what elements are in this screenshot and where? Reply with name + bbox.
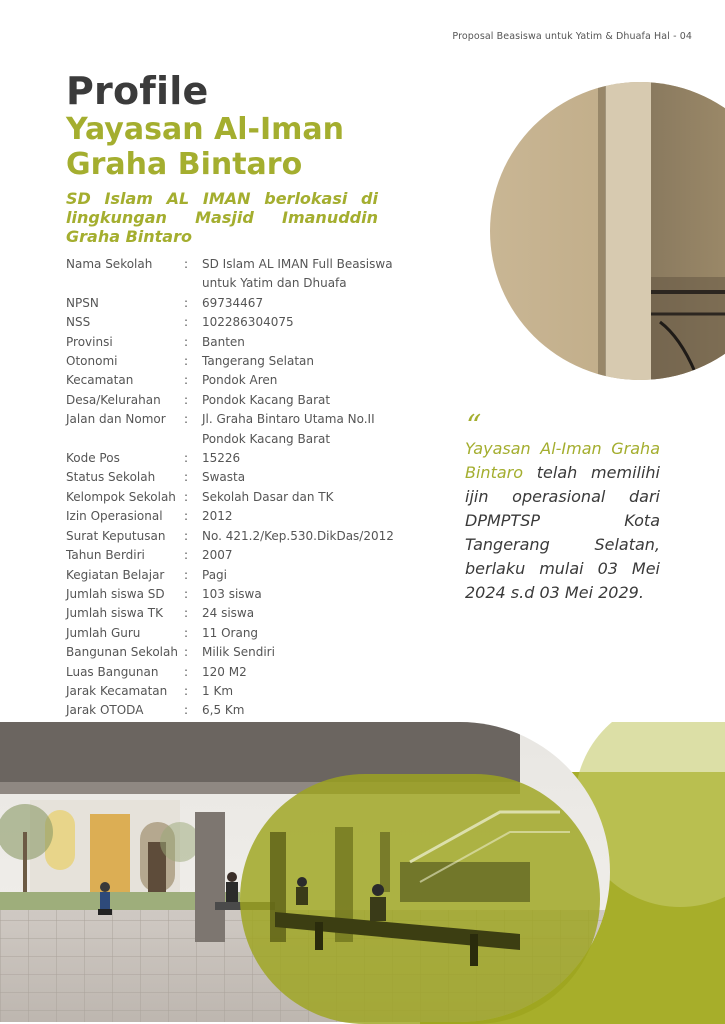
profile-separator: : — [184, 703, 189, 718]
profile-row — [66, 255, 411, 294]
title-foundation-line2: Graha Bintaro — [66, 147, 303, 182]
profile-label: Kode Pos — [66, 451, 120, 466]
profile-value-line: Jl. Graha Bintaro Utama No.II — [202, 412, 375, 427]
header-note: Proposal Beasiswa untuk Yatim & Dhuafa Hal - 04 — [452, 31, 692, 42]
profile-separator: : — [184, 664, 189, 679]
profile-separator: : — [184, 586, 189, 601]
profile-value — [202, 371, 411, 390]
profile-value-line: 103 siswa — [202, 586, 262, 601]
profile-value-line: Sekolah Dasar dan TK — [202, 489, 334, 504]
profile-row — [66, 488, 411, 507]
profile-row — [66, 371, 411, 390]
profile-value — [202, 585, 411, 604]
profile-label: Jalan dan Nomor — [66, 412, 166, 427]
profile-row — [66, 643, 411, 662]
profile-value-line: SD Islam AL IMAN Full Beasiswa — [202, 257, 393, 271]
profile-label: Surat Keputusan — [66, 528, 166, 543]
profile-separator: : — [184, 315, 189, 330]
profile-separator: : — [184, 509, 189, 524]
profile-value-line: No. 421.2/Kep.530.DikDas/2012 — [202, 528, 394, 543]
profile-value — [202, 643, 411, 662]
profile-separator: : — [184, 373, 189, 388]
profile-label: Bangunan Sekolah — [66, 645, 178, 660]
profile-value — [202, 546, 411, 565]
profile-label: Otonomi — [66, 354, 118, 369]
profile-value-line: 102286304075 — [202, 315, 294, 330]
profile-value — [202, 488, 411, 507]
profile-separator: : — [184, 451, 189, 466]
profile-label: Tahun Berdiri — [66, 548, 145, 563]
profile-row — [66, 701, 411, 720]
profile-value-line-2: untuk Yatim dan Dhuafa — [202, 276, 347, 291]
profile-separator: : — [184, 548, 189, 563]
profile-label: Jarak OTODA — [66, 703, 144, 718]
profile-row — [66, 527, 411, 546]
profile-row — [66, 546, 411, 565]
profile-value-line: 1 Km — [202, 683, 234, 698]
profile-value-line: Tangerang Selatan — [202, 354, 314, 369]
profile-label: Izin Operasional — [66, 509, 163, 524]
profile-separator: : — [184, 354, 189, 369]
title-block — [66, 70, 396, 182]
profile-label: Jumlah siswa TK — [66, 606, 163, 621]
profile-value — [202, 333, 411, 352]
profile-row — [66, 333, 411, 352]
profile-label: Kecamatan — [66, 373, 134, 388]
profile-value — [202, 294, 411, 313]
profile-label: Nama Sekolah — [66, 257, 153, 271]
profile-label: Kegiatan Belajar — [66, 567, 165, 582]
profile-row — [66, 624, 411, 643]
profile-value-line-2: Pondok Kacang Barat — [202, 431, 331, 446]
profile-separator: : — [184, 489, 189, 504]
quote-body: telah memilihi ijin operasional dari DPMPTSP Kota Tangerang Selatan, berlaku mulai 03 Mei 2024 s.d 03 Mei 2029. — [465, 463, 660, 602]
profile-value — [202, 255, 411, 294]
profile-separator: : — [184, 528, 189, 543]
profile-row — [66, 566, 411, 585]
profile-separator: : — [184, 257, 189, 271]
profile-label: NSS — [66, 315, 91, 330]
profile-row — [66, 449, 411, 468]
profile-row — [66, 682, 411, 701]
profile-label: Kelompok Sekolah — [66, 489, 176, 504]
profile-value-line: 11 Orang — [202, 625, 259, 640]
profile-value-line: 2012 — [202, 509, 233, 524]
profile-row — [66, 391, 411, 410]
profile-row — [66, 663, 411, 682]
title-foundation-line1: Yayasan Al-Iman — [66, 112, 344, 147]
profile-row — [66, 352, 411, 371]
building-photo — [490, 82, 725, 380]
quote-text — [465, 437, 660, 605]
profile-value-line: 69734467 — [202, 295, 264, 310]
profile-value — [202, 663, 411, 682]
profile-label: Status Sekolah — [66, 470, 156, 485]
profile-value — [202, 449, 411, 468]
quote-mark: “ — [466, 409, 482, 444]
profile-value — [202, 566, 411, 585]
profile-label: Provinsi — [66, 334, 113, 349]
profile-value-line: Pondok Aren — [202, 373, 278, 388]
school-illustration — [0, 722, 725, 1024]
profile-separator: : — [184, 567, 189, 582]
profile-separator: : — [184, 683, 189, 698]
courtyard-illustration — [0, 722, 725, 1024]
profile-row — [66, 585, 411, 604]
profile-separator: : — [184, 625, 189, 640]
subtitle: SD Islam AL IMAN berlokasi di lingkungan Masjid Imanuddin Graha Bintaro — [66, 189, 378, 246]
profile-value-line: 24 siswa — [202, 606, 255, 621]
profile-row — [66, 468, 411, 487]
profile-value-line: Banten — [202, 334, 245, 349]
profile-label: Jumlah Guru — [66, 625, 141, 640]
profile-value — [202, 313, 411, 332]
profile-row — [66, 604, 411, 623]
profile-value-line: Swasta — [202, 470, 246, 485]
profile-label: Luas Bangunan — [66, 664, 159, 679]
profile-value — [202, 527, 411, 546]
profile-label: Desa/Kelurahan — [66, 392, 161, 407]
profile-value-line: Pondok Kacang Barat — [202, 392, 331, 407]
profile-value — [202, 624, 411, 643]
profile-value-line: 6,5 Km — [202, 703, 245, 718]
profile-value — [202, 604, 411, 623]
profile-table — [66, 255, 411, 721]
building-photo-circle — [490, 82, 725, 380]
profile-value — [202, 410, 411, 449]
profile-row — [66, 294, 411, 313]
profile-separator: : — [184, 295, 189, 310]
profile-value — [202, 682, 411, 701]
profile-value-line: Milik Sendiri — [202, 645, 275, 660]
profile-label: Jarak Kecamatan — [66, 683, 168, 698]
profile-value — [202, 701, 411, 720]
profile-label: NPSN — [66, 295, 99, 310]
profile-value-line: 15226 — [202, 451, 241, 466]
profile-row — [66, 410, 411, 449]
profile-label: Jumlah siswa SD — [66, 586, 165, 601]
profile-value-line: 2007 — [202, 548, 233, 563]
quote-highlight: Yayasan Al-Iman Graha Bintaro — [465, 439, 660, 482]
profile-value — [202, 468, 411, 487]
profile-separator: : — [184, 334, 189, 349]
profile-value — [202, 507, 411, 526]
profile-separator: : — [184, 470, 189, 485]
profile-separator: : — [184, 645, 189, 660]
profile-separator: : — [184, 606, 189, 621]
profile-value — [202, 352, 411, 371]
page-title: Profile — [66, 69, 209, 113]
profile-row — [66, 507, 411, 526]
profile-separator: : — [184, 412, 189, 427]
profile-value-line: Pagi — [202, 567, 228, 582]
profile-value — [202, 391, 411, 410]
profile-separator: : — [184, 392, 189, 407]
profile-value-line: 120 M2 — [202, 664, 247, 679]
profile-row — [66, 313, 411, 332]
